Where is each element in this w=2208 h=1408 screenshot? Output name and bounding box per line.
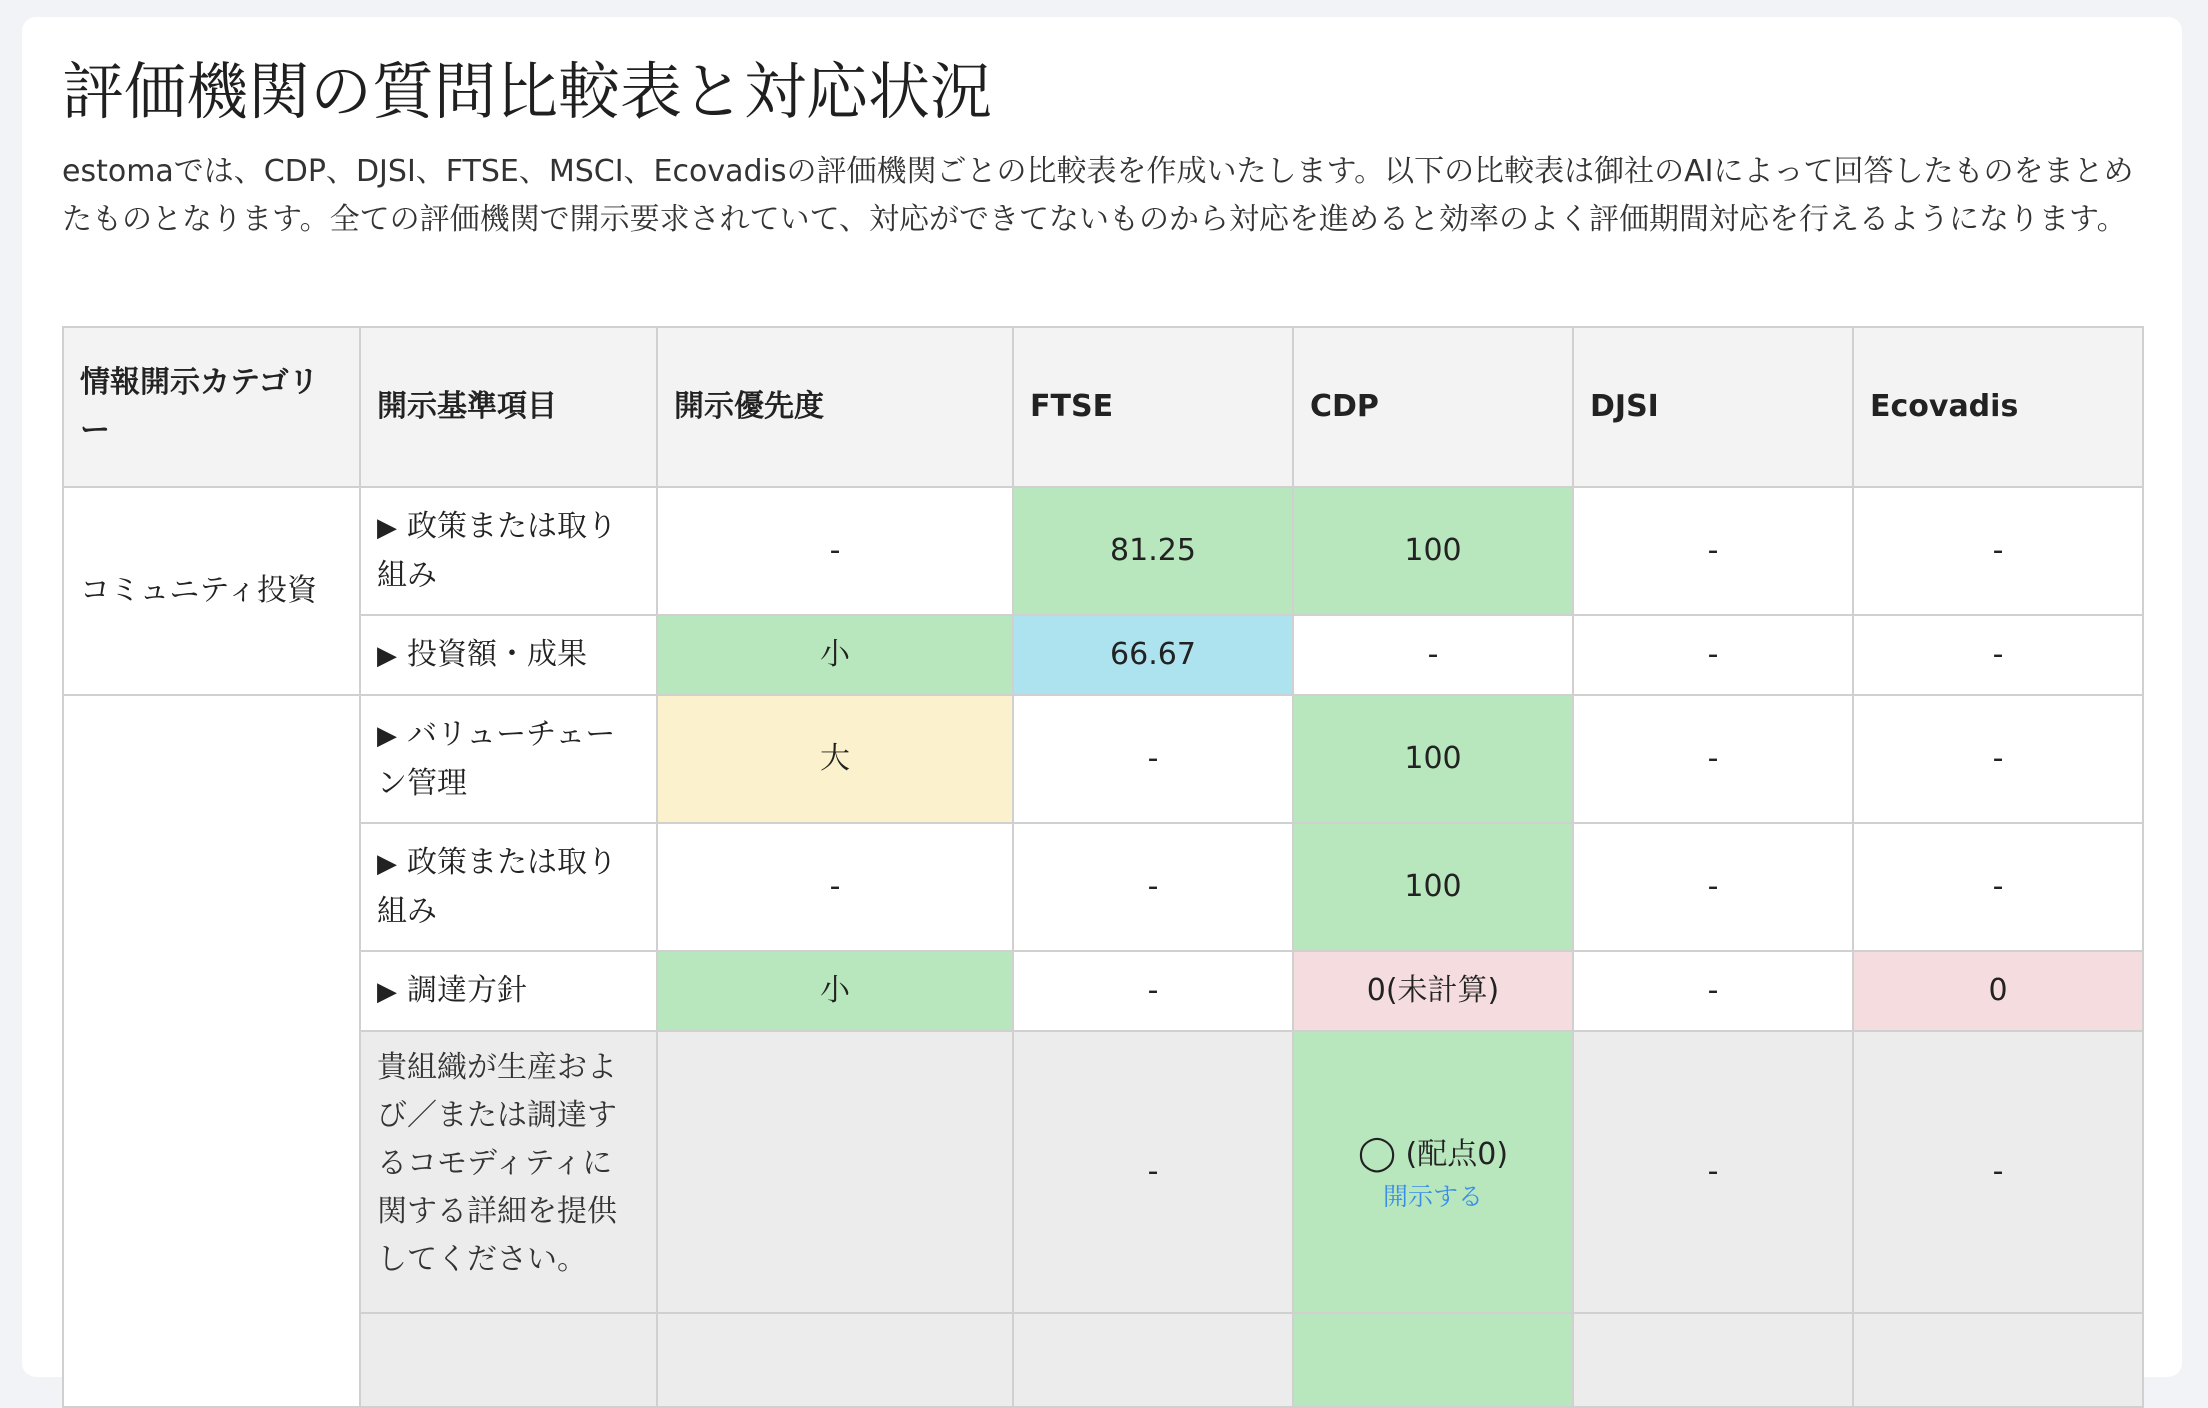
ftse-cell: - — [1013, 695, 1293, 823]
table-row — [63, 823, 2143, 951]
ftse-cell: - — [1013, 1031, 1293, 1313]
table-row — [63, 487, 2143, 615]
ecovadis-cell: - — [1853, 615, 2143, 695]
cdp-cell: - — [1293, 615, 1573, 695]
circle-icon: ◯ — [1357, 1133, 1396, 1173]
djsi-cell: - — [1573, 615, 1853, 695]
comparison-table — [62, 326, 2144, 1408]
item-toggle[interactable] — [360, 695, 657, 823]
expand-triangle-icon[interactable]: ▶ — [377, 512, 397, 543]
priority-cell: 小 — [657, 615, 1013, 695]
expand-triangle-icon[interactable]: ▶ — [377, 720, 397, 751]
cdp-cell: 100 — [1293, 823, 1573, 951]
priority-cell: - — [657, 823, 1013, 951]
disclose-link[interactable]: 開示する — [1382, 1182, 1483, 1211]
cdp-cell: 100 — [1293, 695, 1573, 823]
cdp-cell — [1293, 1313, 1573, 1407]
table-row — [63, 1313, 2143, 1407]
priority-cell — [657, 1313, 1013, 1407]
cdp-status — [1310, 1129, 1556, 1179]
item-label: バリューチェーン管理 — [377, 716, 616, 801]
cdp-cell — [1293, 1031, 1573, 1313]
expand-triangle-icon[interactable]: ▶ — [377, 976, 397, 1007]
priority-cell: 小 — [657, 951, 1013, 1031]
page-title: 評価機関の質問比較表と対応状況 — [62, 55, 993, 128]
ecovadis-cell: - — [1853, 487, 2143, 615]
expand-triangle-icon[interactable]: ▶ — [377, 640, 397, 671]
priority-cell — [657, 1031, 1013, 1313]
cdp-cell: 0(未計算) — [1293, 951, 1573, 1031]
header-ecovadis: Ecovadis — [1853, 327, 2143, 487]
table-header-row — [63, 327, 2143, 487]
cdp-score: (配点0) — [1405, 1137, 1509, 1172]
header-priority: 開示優先度 — [657, 327, 1013, 487]
ecovadis-cell: - — [1853, 695, 2143, 823]
djsi-cell — [1573, 1313, 1853, 1407]
category-cell: コミュニティ投資 — [63, 487, 360, 695]
item-label: 調達方針 — [407, 972, 527, 1008]
header-ftse: FTSE — [1013, 327, 1293, 487]
priority-cell: - — [657, 487, 1013, 615]
djsi-cell: - — [1573, 487, 1853, 615]
header-cdp: CDP — [1293, 327, 1573, 487]
ecovadis-cell: - — [1853, 823, 2143, 951]
table-row — [63, 1031, 2143, 1313]
djsi-cell: - — [1573, 951, 1853, 1031]
ftse-cell: 66.67 — [1013, 615, 1293, 695]
priority-cell: 大 — [657, 695, 1013, 823]
djsi-cell: - — [1573, 823, 1853, 951]
djsi-cell: - — [1573, 695, 1853, 823]
item-toggle[interactable] — [360, 951, 657, 1031]
ftse-cell — [1013, 1313, 1293, 1407]
table-row — [63, 615, 2143, 695]
category-cell — [63, 695, 360, 1407]
header-category: 情報開示カテゴリー — [63, 327, 360, 487]
item-label: 投資額・成果 — [407, 636, 587, 672]
item-label: 政策または取り組み — [377, 508, 617, 593]
page-description: estomaでは、CDP、DJSI、FTSE、MSCI、Ecovadisの評価機関ごとの比較表を作成いたします。以下の比較表は御社のAIによって回答したものをまとめたものとなります。全ての評価機関で開示要求されていて、対応ができてないものから対応を進めると効率のよく評価期間対応を行えるようになります。 — [62, 154, 2134, 237]
ecovadis-cell: - — [1853, 1031, 2143, 1313]
item-toggle[interactable] — [360, 487, 657, 615]
ftse-cell: 81.25 — [1013, 487, 1293, 615]
item-label: 政策または取り組み — [377, 844, 617, 929]
item-toggle[interactable] — [360, 823, 657, 951]
ecovadis-cell — [1853, 1313, 2143, 1407]
table-row — [63, 695, 2143, 823]
ecovadis-cell: 0 — [1853, 951, 2143, 1031]
item-toggle[interactable] — [360, 615, 657, 695]
ftse-cell: - — [1013, 951, 1293, 1031]
header-item: 開示基準項目 — [360, 327, 657, 487]
question-text — [360, 1313, 657, 1407]
ftse-cell: - — [1013, 823, 1293, 951]
expand-triangle-icon[interactable]: ▶ — [377, 848, 397, 879]
djsi-cell: - — [1573, 1031, 1853, 1313]
question-text: 貴組織が生産および／または調達するコモディティに関する詳細を提供してください。 — [360, 1031, 657, 1313]
cdp-cell: 100 — [1293, 487, 1573, 615]
table-row — [63, 951, 2143, 1031]
header-djsi: DJSI — [1573, 327, 1853, 487]
